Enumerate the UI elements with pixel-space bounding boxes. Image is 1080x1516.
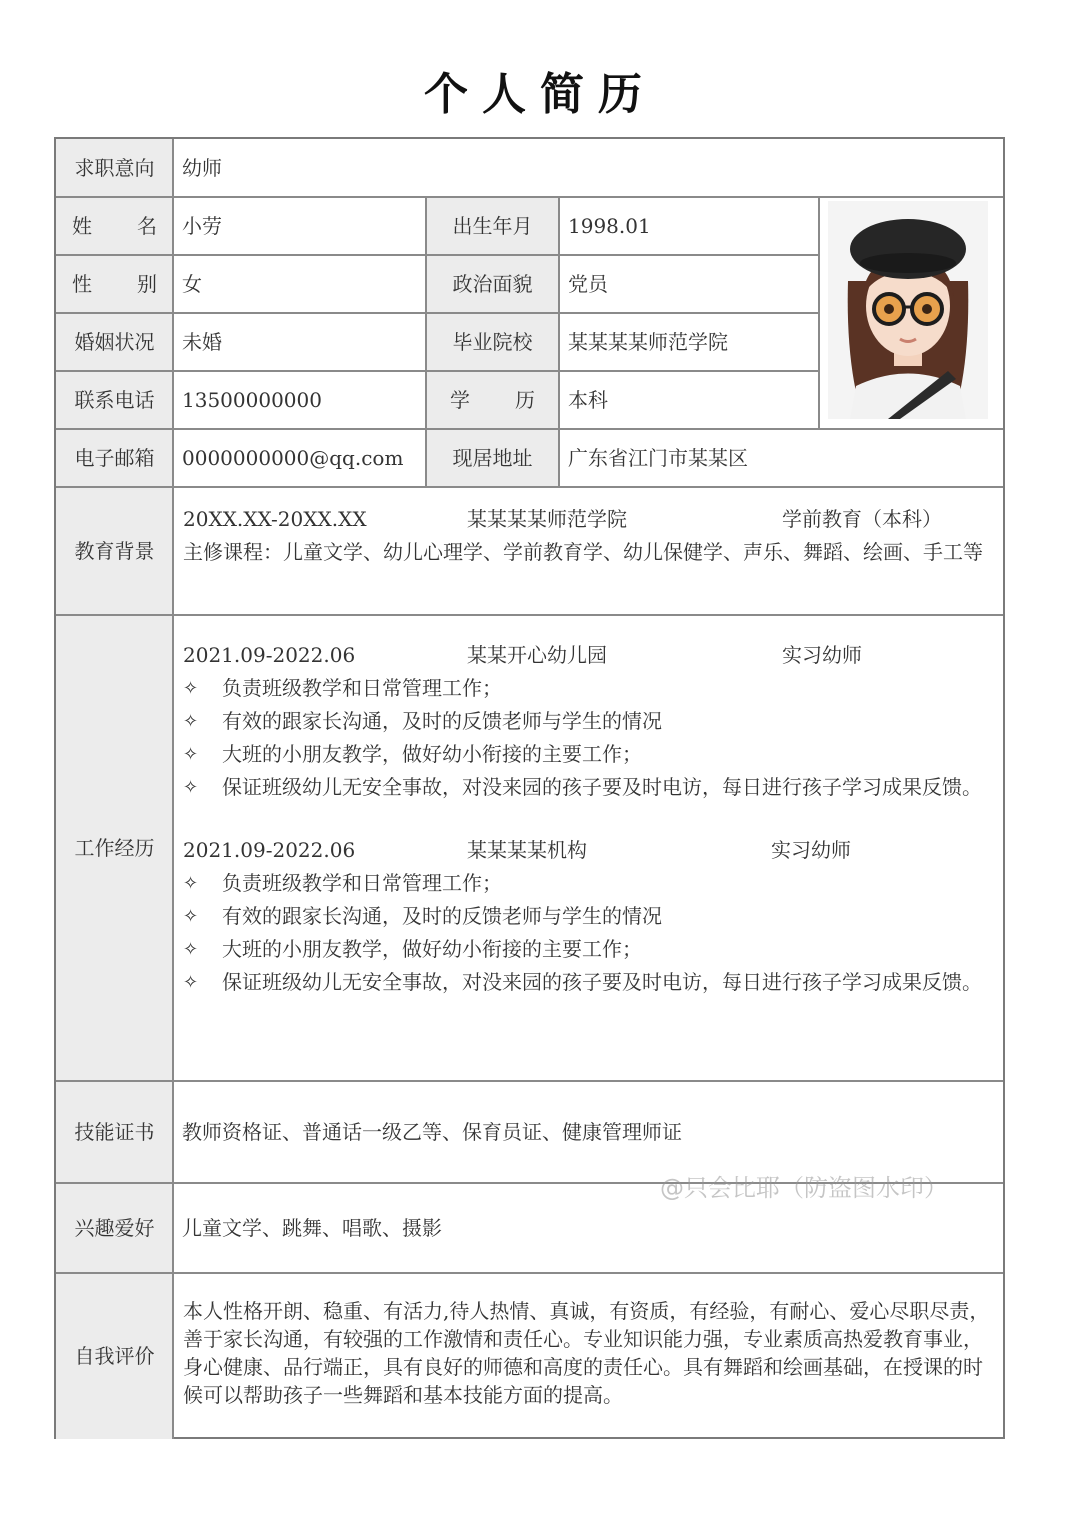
skills-text: 教师资格证、普通话一级乙等、保育员证、健康管理师证 [182,1119,682,1144]
divider [172,139,174,1439]
divider [56,196,1003,198]
education-courses: 主修课程：儿童文学、幼儿心理学、学前教育学、幼儿保健学、声乐、舞蹈、绘画、手工等 [183,540,983,564]
divider [56,1080,1003,1082]
label-name: 姓 名 [56,197,173,255]
list-item: ✧ 大班的小朋友教学，做好幼小衔接的主要工作； [183,738,995,771]
sparkle-bullet-icon: ✧ [183,678,199,699]
education-major: 学前教育（本科） [782,507,942,531]
self-eval-text: 本人性格开朗、稳重、有活力,待人热情、真诚，有资质，有经验，有耐心、爱心尽职尽责，善于家长沟通，有较强的工作激情和责任心。专业知识能力强，专业素质高热爱教育事业，身心健康、品行端正，具有良好的师德和高度的责任心。具有舞蹈和绘画基础，在授课的时候可以帮助孩子一些舞蹈和基本技能方面的提高。 [183,1299,990,1407]
divider [425,197,427,487]
label-education: 教育背景 [56,487,173,615]
sparkle-bullet-icon: ✧ [183,972,199,993]
work-org: 某某某某机构 [467,838,587,862]
sparkle-bullet-icon: ✧ [183,711,199,732]
label-school: 毕业院校 [426,313,559,371]
label-birth: 出生年月 [426,197,559,255]
label-skills: 技能证书 [56,1081,173,1183]
divider [56,254,819,256]
work-period: 2021.09-2022.06 [183,838,356,862]
divider [56,370,819,372]
label-self-eval: 自我评价 [56,1273,173,1439]
list-item: ✧ 有效的跟家长沟通，及时的反馈老师与学生的情况 [183,900,995,933]
work-role: 实习幼师 [782,643,862,667]
avatar-photo [828,201,988,419]
hobbies-text: 儿童文学、跳舞、唱歌、摄影 [182,1215,442,1240]
work-org: 某某开心幼儿园 [467,643,607,667]
list-item: ✧ 保证班级幼儿无安全事故，对没来园的孩子要及时电访，每日进行孩子学习成果反馈。 [183,771,995,804]
resume-table [54,137,1005,1439]
list-item: ✧ 保证班级幼儿无安全事故，对没来园的孩子要及时电访，每日进行孩子学习成果反馈。 [183,966,995,999]
value-birth: 1998.01 [568,213,651,238]
divider [56,428,1003,430]
label-gender: 性 别 [56,255,173,313]
value-name: 小劳 [182,213,222,238]
value-politics: 党员 [568,271,608,296]
education-section [183,503,995,569]
divider [56,614,1003,616]
watermark: @只会比耶（防盗图水印） [660,1174,948,1202]
list-item: ✧ 负责班级教学和日常管理工作； [183,672,995,705]
list-item: ✧ 负责班级教学和日常管理工作； [183,867,995,900]
divider [56,312,819,314]
work-section [183,639,995,999]
value-address: 广东省江门市某某区 [568,445,748,470]
sparkle-bullet-icon: ✧ [183,744,199,765]
label-work: 工作经历 [56,615,173,1081]
divider [56,1272,1003,1274]
label-hobbies: 兴趣爱好 [56,1183,173,1273]
divider [56,486,1003,488]
divider [558,197,560,487]
sparkle-bullet-icon: ✧ [183,939,199,960]
list-item: ✧ 有效的跟家长沟通，及时的反馈老师与学生的情况 [183,705,995,738]
label-marital: 婚姻状况 [56,313,173,371]
label-address: 现居地址 [426,429,559,487]
value-degree: 本科 [568,387,608,412]
sparkle-bullet-icon: ✧ [183,777,199,798]
value-intent: 幼师 [182,155,222,180]
value-marital: 未婚 [182,329,222,354]
sparkle-bullet-icon: ✧ [183,873,199,894]
label-intent: 求职意向 [56,139,173,197]
list-item: ✧ 大班的小朋友教学，做好幼小衔接的主要工作； [183,933,995,966]
sparkle-bullet-icon: ✧ [183,906,199,927]
label-degree: 学 历 [426,371,559,429]
label-politics: 政治面貌 [426,255,559,313]
work-period: 2021.09-2022.06 [183,643,356,667]
education-period: 20XX.XX-20XX.XX [183,507,367,531]
page-title: 个人简历 [424,69,656,120]
work-role: 实习幼师 [771,838,851,862]
value-gender: 女 [182,271,202,296]
value-phone: 13500000000 [182,387,322,412]
value-school: 某某某某师范学院 [568,329,728,354]
education-school: 某某某某师范学院 [467,507,627,531]
label-phone: 联系电话 [56,371,173,429]
label-email: 电子邮箱 [56,429,173,487]
value-email: 0000000000@qq.com [182,445,404,470]
